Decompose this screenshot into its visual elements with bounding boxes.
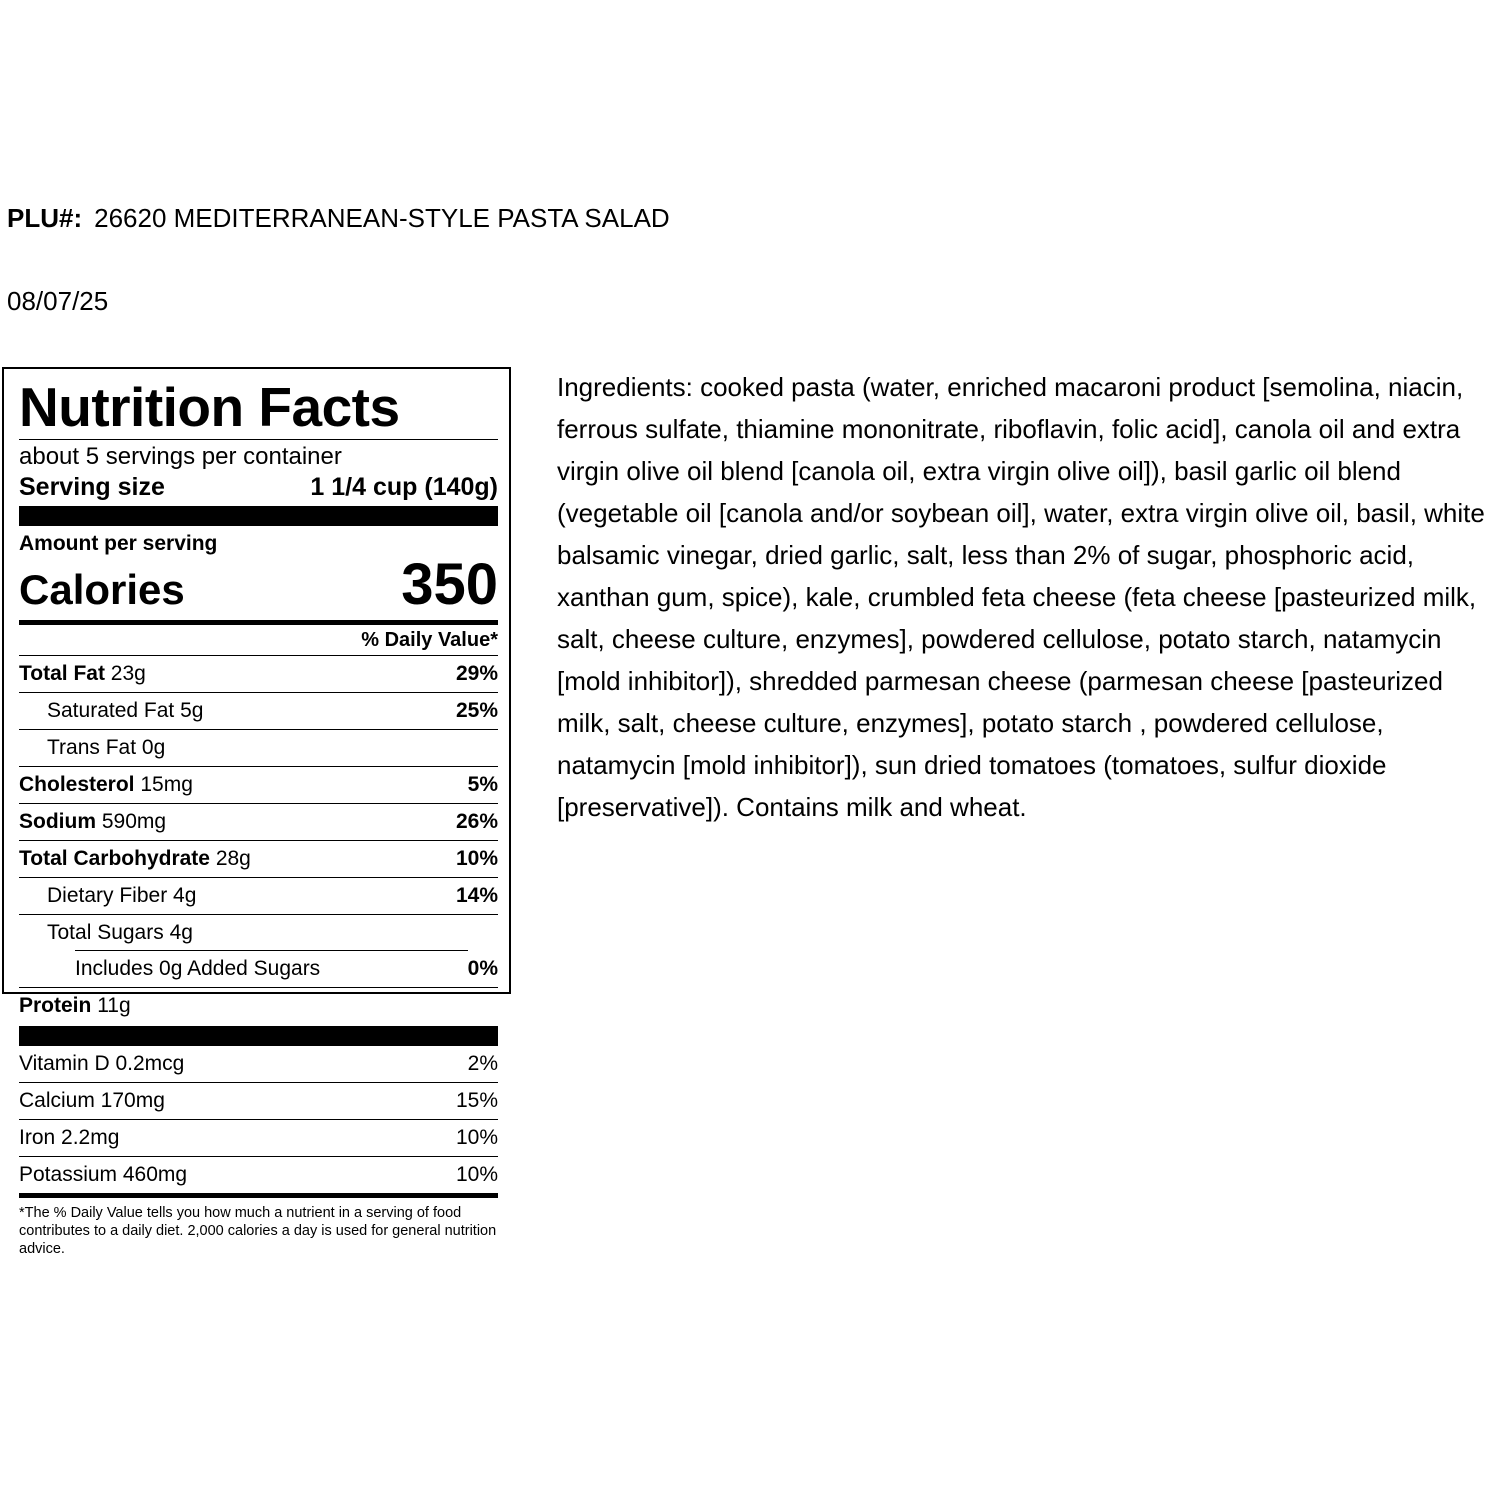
calories-value: 350 [401,552,498,617]
nutrient-row-total-carbohydrate [19,840,498,877]
nutrient-row-trans-fat [19,729,498,766]
nutrient-dv: 25% [455,699,498,722]
nutrition-facts-title: Nutrition Facts [19,376,400,438]
vitamin-dv: 2% [467,1052,498,1075]
nutrient-amount: 0g [141,736,166,759]
serving-size-row [19,472,498,502]
nutrient-amount: 590mg [101,810,167,833]
nutrient-dv: 29% [455,662,498,685]
plu-label: PLU#: [7,203,83,233]
vitamin-row-vitamin-d [19,1046,498,1082]
serving-size-label: Serving size [19,473,165,501]
product-name: 26620 MEDITERRANEAN-STYLE PASTA SALAD [94,203,670,233]
vitamin-row-iron [19,1119,498,1156]
vitamin-name: Iron 2.2mg [19,1126,120,1149]
nutrient-name: Protein [19,994,92,1017]
nutrient-amount: 28g [215,847,251,870]
vitamin-name: Potassium 460mg [19,1163,188,1186]
vitamin-row-potassium [19,1156,498,1193]
nutrient-amount: 11g [97,994,131,1017]
nutrient-row-saturated-fat [19,692,498,729]
nutrient-name: Cholesterol [19,773,135,796]
nutrient-row-total-fat [19,655,498,692]
nutrient-dv: 14% [455,884,498,907]
nutrient-dv: 0% [467,957,498,980]
amount-per-serving: Amount per serving [19,532,218,555]
nutrient-amount: 4g [169,921,193,944]
product-header [7,203,670,234]
vitamin-name: Calcium 170mg [19,1089,165,1112]
nutrient-amount: 23g [110,662,146,685]
vitamin-name: Vitamin D 0.2mcg [19,1052,185,1075]
nutrient-row-cholesterol [19,766,498,803]
nutrient-row-dietary-fiber [19,877,498,914]
nutrient-name: Trans Fat [47,736,137,759]
nutrient-name: Total Sugars [47,921,164,944]
nutrient-name: Total Carbohydrate [19,847,210,870]
nutrient-name: Sodium [19,810,96,833]
daily-value-header: % Daily Value* [361,629,498,651]
vitamin-dv: 15% [455,1089,498,1112]
calories-row [19,552,498,617]
nutrient-name: Dietary Fiber [47,884,168,907]
thick-divider [19,506,498,526]
servings-per-container: about 5 servings per container [19,443,342,470]
nutrient-dv: 26% [455,810,498,833]
daily-value-footnote: *The % Daily Value tells you how much a nutrient in a serving of food contributes to a daily diet. 2,000 calories a day is used for general nutrition advice. [19,1205,497,1257]
nutrient-name: Total Fat [19,662,105,685]
calories-label: Calories [19,566,185,613]
ingredients-text: Ingredients: cooked pasta (water, enriched macaroni product [semolina, niacin, ferrous sulfate, thiamine mononitrate, riboflavin, folic acid], canola oil and extra virgin olive oil blend [canola oil, extra virgin olive oil]), basil garlic oil blend (vegetable oil [canola and/or soybean oil], water, extra virgin olive oil, basil, white balsamic vinegar, dried garlic, salt, less than 2% of sugar, phosphoric acid, xanthan gum, spice), kale, crumbled feta cheese (feta cheese [pasteurized milk, salt, cheese culture, enzymes], powdered cellulose, potato starch, natamycin [mold inhibitor]), shredded parmesan cheese (parmesan cheese [pasteurized milk, salt, cheese culture, enzymes], potato starch , powdered cellulose, natamycin [mold inhibitor]), sun dried tomatoes (tomatoes, sulfur dioxide [preservative]). Contains milk and wheat. [557,372,1485,822]
nutrient-row-protein [19,987,498,1024]
nutrient-row-added-sugars [19,951,498,987]
nutrient-name: Saturated Fat [47,699,175,722]
nutrient-dv: 5% [467,773,498,796]
vitamin-row-calcium [19,1082,498,1119]
nutrient-row-sodium [19,803,498,840]
nutrient-name: Includes 0g Added Sugars [75,957,321,980]
nutrient-amount: 15mg [140,773,193,796]
divider [75,950,468,951]
nutrition-facts-panel [2,367,511,1257]
nutrient-dv: 10% [455,847,498,870]
label-date: 08/07/25 [7,286,109,316]
nutrient-amount: 5g [180,699,204,722]
serving-size-value: 1 1/4 cup (140g) [310,473,498,501]
divider [19,439,498,440]
vitamin-dv: 10% [455,1163,498,1186]
nutrient-row-total-sugars [19,914,498,951]
thick-divider [19,1026,498,1046]
nutrient-amount: 4g [173,884,197,907]
medium-divider [19,1193,498,1198]
vitamin-dv: 10% [455,1126,498,1149]
